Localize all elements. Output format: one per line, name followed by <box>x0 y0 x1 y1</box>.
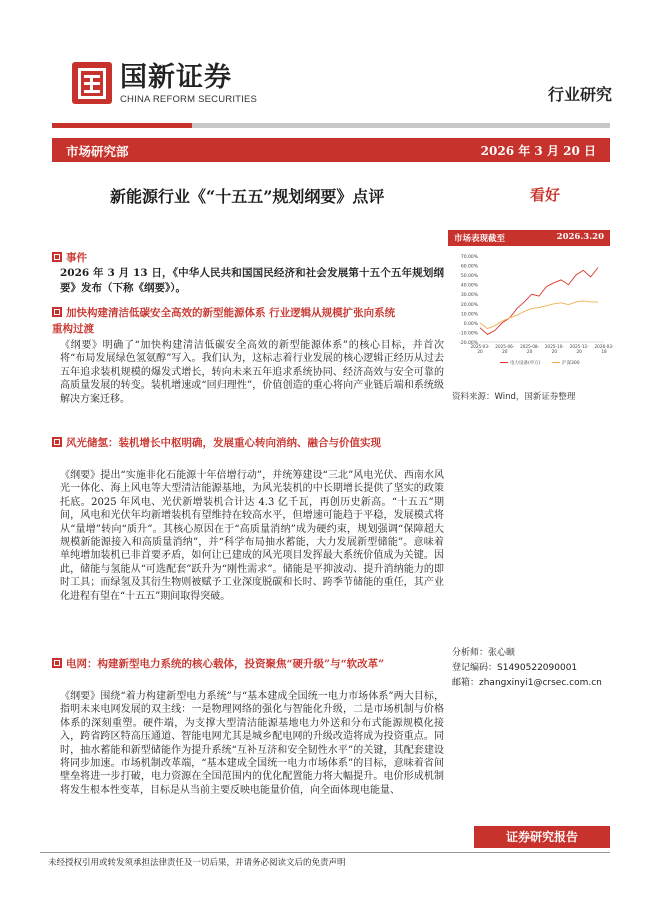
section-bullet-icon <box>52 252 62 262</box>
x-tick-label: 2025-12- <box>569 344 589 349</box>
department-bar <box>52 138 610 162</box>
x-tick-label: 2025-06- <box>495 344 515 349</box>
market-chart <box>448 250 614 368</box>
y-tick-label: -10.00% <box>459 331 478 337</box>
x-tick-label: 2026-03- <box>594 344 614 349</box>
series-line-1 <box>480 301 598 329</box>
section-bullet-icon <box>52 658 62 668</box>
legend-label: 沪深300 <box>562 361 580 366</box>
y-tick-label: 50.00% <box>460 274 478 280</box>
analyst-email[interactable]: 邮箱：zhangxinyi1@crsec.com.cn <box>452 678 602 688</box>
section-paragraph-wind-solar: 《纲要》提出“实施非化石能源十年倍增行动”，并统筹建设“三北”风电光伏、西南水风光一体化、海上风电等大型清洁能源基地，为风光装机的中长期增长提供了坚实的政策托底。2025 年风电、光伏新增装机合计达 4.3 亿千瓦，再创历史新高。“十五五”期间，风电和光伏年均新增装机有望维持在较高水平，但增速可能趋于平稳，发展模式将从“量增”转向“质升”。其核心原因在于“高质量消纳”成为硬约束，规划强调“保障超大规模新能源接入和高质量消纳”，并“科学布局抽水蓄能，大力发展新型储能”。意味着单纯增加装机已非首要矛盾，如何让已建成的风光项目发挥最大系统价值成为关键。因此，储能与氢能从“可选配套”跃升为“刚性需求”。储能是平抑波动、提升消纳能力的即时工具；而绿氢及其衍生物则被赋予工业深度脱碳和长时、跨季节储能的重任，其产业化进程有望在“十五五”期间取得突破。 <box>60 470 444 602</box>
x-tick-label: 18 <box>601 349 607 354</box>
section-paragraph-grid: 《纲要》围绕“着力构建新型电力系统”与“基本建成全国统一电力市场体系”两大目标，指明未来电网发展的双主线：一是物理网络的强化与智能化升级，二是市场机制与价格体系的深刻重塑。硬件端，为支撑大型清洁能源基地电力外送和分布式能源规模化接入，跨省跨区特高压通道、智能电网尤其是城乡配电网的升级改造将成为投资重点。同时，抽水蓄能和新型储能作为提升系统“互补互济和安全韧性水平”的关键，其配套建设将同步加速。市场机制改革端，“基本建成全国统一电力市场体系”的目标，意味着省间壁垒将进一步打破，电力资源在全国范围内的优化配置能力将大幅提升。电价形成机制将发生根本性变革，目标是从当前主要反映电能量价值，向全面体现电能量、 <box>60 691 444 796</box>
logo-name-cn: 国新证券 <box>120 62 232 93</box>
report-date: 2026 年 3 月 20 日 <box>480 144 596 158</box>
x-tick-label: 2025-08- <box>520 344 540 349</box>
y-tick-label: 30.00% <box>460 293 478 299</box>
section-heading-wind-solar <box>52 435 402 451</box>
x-tick-label: 20 <box>576 349 582 354</box>
x-tick-label: 2025-03- <box>470 344 490 349</box>
disclaimer: 未经授权引用或转发须承担法律责任及一切后果，并请务必阅读文后的免责声明 <box>48 858 346 868</box>
footer-tag: 证券研究报告 <box>474 826 610 848</box>
market-chart-svg <box>448 250 614 368</box>
x-tick-label: 20 <box>526 349 533 354</box>
y-tick-label: 0.00% <box>463 321 478 327</box>
rating-badge: 看好 <box>530 186 561 204</box>
section-bullet-icon <box>52 437 62 447</box>
analyst-info <box>452 646 602 691</box>
legend-label: 电力设备(申万) <box>510 361 541 366</box>
x-tick-label: 2025-10- <box>544 344 564 349</box>
x-tick-label: 20 <box>551 349 558 354</box>
top-rule-accent <box>52 123 192 128</box>
y-tick-label: 20.00% <box>460 302 478 308</box>
section-heading-text: 事件 <box>66 252 87 264</box>
footer-rule <box>40 852 610 853</box>
market-performance-bar <box>448 230 610 246</box>
chart-source: 资料来源：Wind，国新证券整理 <box>452 392 576 402</box>
x-tick-label: 20 <box>477 349 483 354</box>
y-tick-label: 40.00% <box>460 283 478 289</box>
section-heading-text: 电网：构建新型电力系统的核心载体，投资聚焦“硬升级”与“软改革” <box>66 658 385 670</box>
section-paragraph-energy-system: 《纲要》明确了“加快构建清洁低碳安全高效的新型能源体系”的核心目标，并首次将“布局发展绿色氢氨醇”写入。我们认为，这标志着行业发展的核心逻辑正经历从过去五年追求装机规模的爆发式增长，转向未来五年追求系统协同、经济高效与安全可靠的高质量发展的转变。装机增速或“回归理性”，价值创造的重心将向产业链后端和系统级解决方案迁移。 <box>60 340 444 405</box>
y-tick-label: 10.00% <box>460 312 478 318</box>
report-title: 新能源行业《“十五五”规划纲要》点评 <box>110 187 385 206</box>
logo-name-en: CHINA REFORM SECURITIES <box>120 94 258 105</box>
y-tick-label: 60.00% <box>460 264 478 270</box>
y-tick-label: -20.00% <box>459 341 478 346</box>
market-date: 2026.3.20 <box>556 232 604 242</box>
section-heading-grid <box>52 656 402 672</box>
section-heading-text: 加快构建清洁低碳安全高效的新型能源体系 行业逻辑从规模扩张向系统重构过渡 <box>52 307 396 335</box>
report-type: 行业研究 <box>547 85 612 104</box>
section-paragraph-event: 2026 年 3 月 13 日，《中华人民共和国国民经济和社会发展第十五个五年规划纲要》发布（下称《纲要》）。 <box>60 267 444 294</box>
company-logo <box>72 62 258 108</box>
section-heading-text: 风光储氢：装机增长中枢明确，发展重心转向消纳、融合与价值实现 <box>66 437 381 449</box>
x-tick-label: 20 <box>502 349 508 354</box>
section-heading-event <box>52 250 402 266</box>
y-tick-label: 70.00% <box>460 255 478 260</box>
department-label: 市场研究部 <box>66 144 129 159</box>
logo-mark-icon <box>72 62 112 104</box>
analyst-license: 登记编码：S1490522090001 <box>452 663 578 673</box>
section-heading-energy-system <box>52 305 402 337</box>
section-bullet-icon <box>52 307 62 317</box>
analyst-name: 分析师：张心颐 <box>452 648 516 658</box>
market-label: 市场表现截至 <box>454 234 506 244</box>
